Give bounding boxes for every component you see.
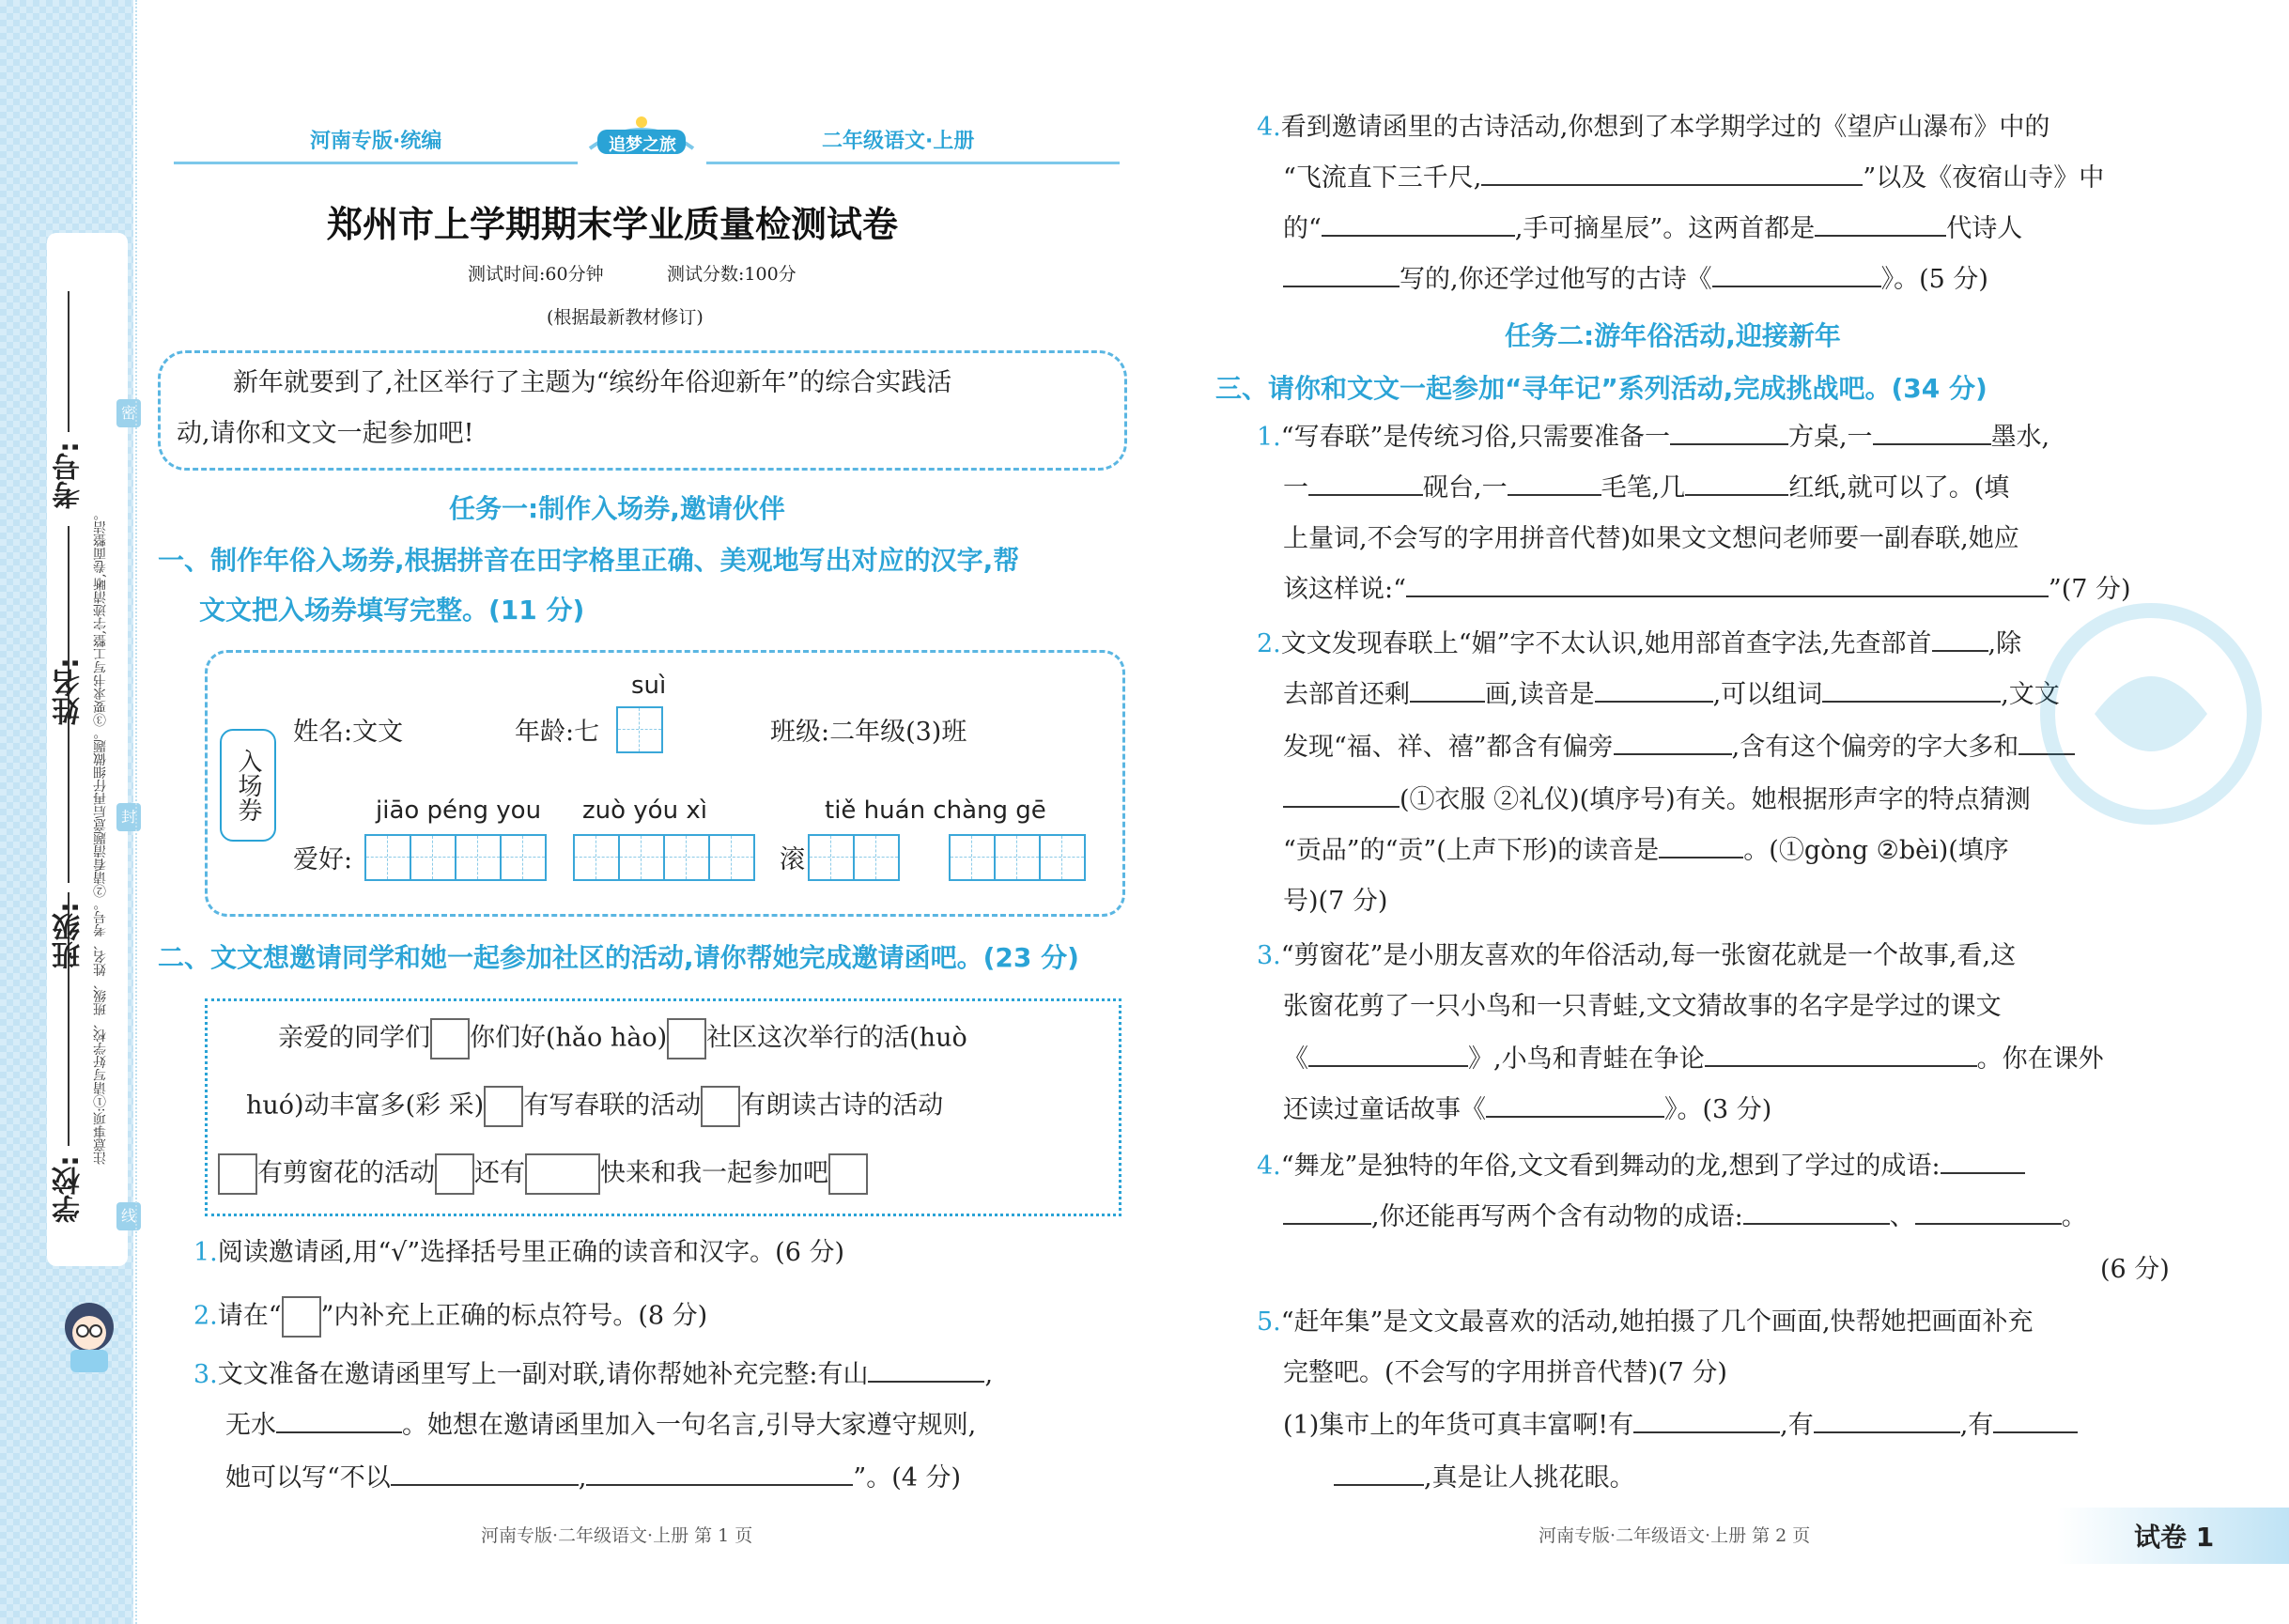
question-three-heading: 三、请你和文文一起参加“寻年记”系列活动,完成挑战吧。(34 分) (1215, 373, 1987, 404)
answer-blank[interactable] (1815, 212, 1946, 237)
answer-box[interactable] (525, 1153, 600, 1195)
sub-question: 写的,你还学过他写的古诗《 》。(5 分) (1283, 263, 1988, 297)
revision-note: (根据最新教材修订) (547, 307, 704, 328)
answer-blank[interactable] (1633, 1409, 1780, 1433)
page-footer: 河南专版·二年级语文·上册 第 1 页 (481, 1525, 753, 1546)
answer-blank[interactable] (1308, 472, 1423, 496)
punctuation-box[interactable] (484, 1086, 523, 1127)
answer-blank[interactable] (1822, 678, 2001, 703)
sub-question: 发现“福、祥、禧”都含有偏旁 ,含有这个偏旁的字大多和 (1283, 731, 2075, 765)
answer-blank[interactable] (1932, 627, 1988, 652)
writing-grid[interactable] (618, 834, 665, 881)
answer-blank[interactable] (1873, 421, 1991, 445)
answer-blank[interactable] (1481, 162, 1863, 186)
pinyin-hint: suì (631, 672, 667, 700)
id-line (68, 291, 70, 432)
punctuation-box[interactable] (435, 1153, 474, 1195)
answer-blank[interactable] (1283, 263, 1400, 287)
seal-mark: 线 (116, 1202, 141, 1230)
task-one-heading: 任务一:制作入场券,邀请伙伴 (449, 493, 785, 524)
sub-question: 的“ ,手可摘星辰”。这两首都是 代诗人 (1283, 214, 2023, 243)
ticket-name: 姓名:文文 (293, 718, 404, 747)
score-note: (6 分) (2100, 1255, 2170, 1284)
sub-question: 张窗花剪了一只小鸟和一只青蛙,文文猜故事的名字是学过的课文 (1283, 992, 2002, 1021)
sub-question: 3.“剪窗花”是小朋友喜欢的年俗活动,每一张窗花就是一个故事,看,这 (1257, 941, 2017, 970)
answer-blank[interactable] (1659, 834, 1743, 858)
sub-question: 4.“舞龙”是独特的年俗,文文看到舞动的龙,想到了学过的成语: (1257, 1150, 2025, 1183)
header-edition: 河南专版·统编 (310, 130, 442, 153)
answer-blank[interactable] (1283, 783, 1400, 808)
writing-grid[interactable] (853, 834, 900, 881)
test-score: 测试分数:100分 (667, 264, 797, 285)
sub-question: 她可以写“不以 , ”。(4 分) (225, 1463, 962, 1493)
writing-grid[interactable] (994, 834, 1041, 881)
header-grade: 二年级语文·上册 (822, 130, 975, 153)
writing-grid[interactable] (616, 706, 663, 753)
sub-question: 1.阅读邀请函,用“√”选择括号里正确的读音和汉字。(6 分) (193, 1238, 844, 1267)
seal-mark: 封 (116, 803, 141, 831)
sub-question: 《 》,小鸟和青蛙在争论 。你在课外 (1283, 1044, 2104, 1074)
id-label: 考号: (53, 441, 85, 509)
sub-question: ,你还能再写两个含有动物的成语: 、 。 (1283, 1200, 2087, 1234)
punctuation-box[interactable] (430, 1018, 470, 1059)
answer-blank[interactable] (1915, 1200, 2062, 1225)
name-line (68, 526, 70, 648)
sub-question: 该这样说:“ ”(7 分) (1283, 575, 2131, 604)
intro-line: 动,请你和文文一起参加吧! (177, 419, 474, 448)
sub-question: 上量词,不会写的字用拼音代替)如果文文想问老师要一副春联,她应 (1283, 524, 2019, 553)
writing-grid[interactable] (949, 834, 996, 881)
sub-question: 去部首还剩 画,读音是 ,可以组词 ,文文 (1283, 680, 2060, 709)
seal-mark: 密 (116, 399, 141, 427)
answer-blank[interactable] (1941, 1150, 2025, 1174)
answer-blank[interactable] (1670, 421, 1788, 445)
header-rule (706, 162, 1120, 164)
sub-question: 5.“赶年集”是文文最喜欢的活动,她拍摄了几个画面,快帮她把画面补充 (1257, 1307, 2034, 1337)
answer-blank[interactable] (1743, 1200, 1890, 1225)
invitation-text: 有剪窗花的活动 还有 快来和我一起参加吧 (218, 1153, 868, 1195)
sub-question: 4.看到邀请函里的古诗活动,你想到了本学期学过的《望庐山瀑布》中的 (1257, 113, 2050, 142)
sub-question: 还读过童话故事《 》。(3 分) (1283, 1095, 1772, 1124)
page-footer: 河南专版·二年级语文·上册 第 2 页 (1539, 1525, 1811, 1546)
invitation-text: 亲爱的同学们 你们好(hǎo hào) 社区这次举行的活(huò (278, 1018, 967, 1059)
answer-blank[interactable] (1685, 472, 1788, 496)
sub-question: 3.文文准备在邀请函里写上一副对联,请你帮她补充完整:有山 , (193, 1360, 994, 1389)
ticket-age: 年龄:七 (515, 718, 600, 747)
ticket-tag: 入场券 (220, 729, 276, 842)
sub-question: ,真是让人挑花眼。 (1334, 1462, 1635, 1495)
page-title: 郑州市上学期期末学业质量检测试卷 (327, 204, 899, 245)
binding-notice: 注意事项:①请写好学校、班级、姓名、考号。②请看清题意后再仔细做题。③要求书写工整,字迹清晰,卷面整洁。 (93, 507, 108, 1165)
answer-blank[interactable] (391, 1462, 579, 1486)
sub-question: 号)(7 分) (1283, 887, 1388, 916)
answer-blank[interactable] (1322, 212, 1515, 237)
writing-grid[interactable] (708, 834, 755, 881)
sub-question: 1.“写春联”是传统习俗,只需要准备一 方桌,一 墨水, (1257, 423, 2050, 452)
answer-blank[interactable] (1595, 678, 1713, 703)
pinyin-hint: zuò yóu xì (582, 797, 707, 825)
answer-blank[interactable] (1508, 472, 1601, 496)
intro-line: 新年就要到了,社区举行了主题为“缤纷年俗迎新年”的综合实践活 (233, 368, 952, 397)
answer-blank[interactable] (1406, 573, 2049, 597)
ticket-gun: 滚 (780, 845, 805, 874)
school-label: 学校: (53, 1155, 85, 1223)
punctuation-box[interactable] (828, 1153, 868, 1195)
ticket-hobby: 爱好: (293, 845, 353, 874)
answer-blank[interactable] (1814, 1409, 1960, 1433)
pinyin-hint: tiě huán chàng gē (825, 797, 1046, 825)
writing-grid[interactable] (808, 834, 855, 881)
ticket-class: 班级:二年级(3)班 (770, 718, 967, 747)
punctuation-box[interactable] (218, 1153, 257, 1195)
writing-grid[interactable] (573, 834, 620, 881)
sub-question: 2.文文发现春联上“媚”字不太认识,她用部首查字法,先查部首 ,除 (1257, 629, 2022, 658)
writing-grid[interactable] (500, 834, 547, 881)
sub-question: (1)集市上的年货可真丰富啊!有 ,有 ,有 (1283, 1409, 2078, 1443)
mascot-illustration (52, 1291, 127, 1376)
sub-question: 无水 。她想在邀请函里加入一句名言,引导大家遵守规则, (225, 1411, 977, 1440)
answer-blank[interactable] (586, 1462, 853, 1486)
class-label: 班级: (53, 902, 85, 969)
answer-blank[interactable] (1334, 1462, 1424, 1486)
answer-blank[interactable] (276, 1409, 402, 1433)
answer-blank[interactable] (868, 1358, 984, 1383)
writing-grid[interactable] (455, 834, 502, 881)
writing-grid[interactable] (663, 834, 710, 881)
question-one-heading: 文文把入场券填写完整。(11 分) (199, 595, 585, 626)
sub-question: 完整吧。(不会写的字用拼音代替)(7 分) (1283, 1358, 1727, 1387)
paper-number: 试卷 1 (2134, 1522, 2215, 1553)
sub-question: 2.请在“ ”内补充上正确的标点符号。(8 分) (193, 1296, 707, 1338)
answer-blank[interactable] (1705, 1043, 1977, 1067)
question-two-heading: 二、文文想邀请同学和她一起参加社区的活动,请你帮她完成邀请函吧。(23 分) (158, 942, 1079, 973)
invitation-text: huó)动丰富多(彩 采) 有写春联的活动 有朗读古诗的活动 (246, 1086, 943, 1127)
pinyin-hint: jiāo péng you (376, 797, 542, 825)
answer-blank[interactable] (1614, 731, 1732, 755)
brand-logo: 追梦之旅 (580, 111, 703, 163)
test-time: 测试时间:60分钟 (468, 264, 604, 285)
answer-blank[interactable] (1712, 263, 1881, 287)
answer-blank[interactable] (1410, 678, 1485, 703)
sub-question: 一 砚台,一 毛笔,几 红纸,就可以了。(填 (1283, 473, 2010, 503)
punctuation-box-sample (282, 1296, 321, 1338)
sub-question: (①衣服 ②礼仪)(填序号)有关。她根据形声字的特点猜测 (1283, 783, 2031, 817)
answer-blank[interactable] (1283, 1200, 1371, 1225)
punctuation-box[interactable] (667, 1018, 706, 1059)
binding-separator (135, 0, 137, 1624)
header-rule (174, 162, 578, 164)
writing-grid[interactable] (410, 834, 456, 881)
answer-blank[interactable] (1486, 1093, 1664, 1118)
task-two-heading: 任务二:游年俗活动,迎接新年 (1505, 320, 1841, 351)
answer-blank[interactable] (1308, 1043, 1468, 1067)
punctuation-box[interactable] (701, 1086, 740, 1127)
writing-grid[interactable] (364, 834, 411, 881)
sub-question: “飞流直下三千尺, ”以及《夜宿山寺》中 (1283, 163, 2105, 193)
question-one-heading: 一、制作年俗入场券,根据拼音在田字格里正确、美观地写出对应的汉字,帮 (158, 545, 1020, 576)
watermark-logo (2038, 601, 2264, 827)
writing-grid[interactable] (1039, 834, 1086, 881)
answer-blank[interactable] (1993, 1409, 2078, 1433)
sub-question: “贡品”的“贡”(上声下形)的读音是 。(①gòng ②bèi)(填序 (1283, 836, 2009, 865)
name-label: 姓名: (53, 657, 85, 725)
